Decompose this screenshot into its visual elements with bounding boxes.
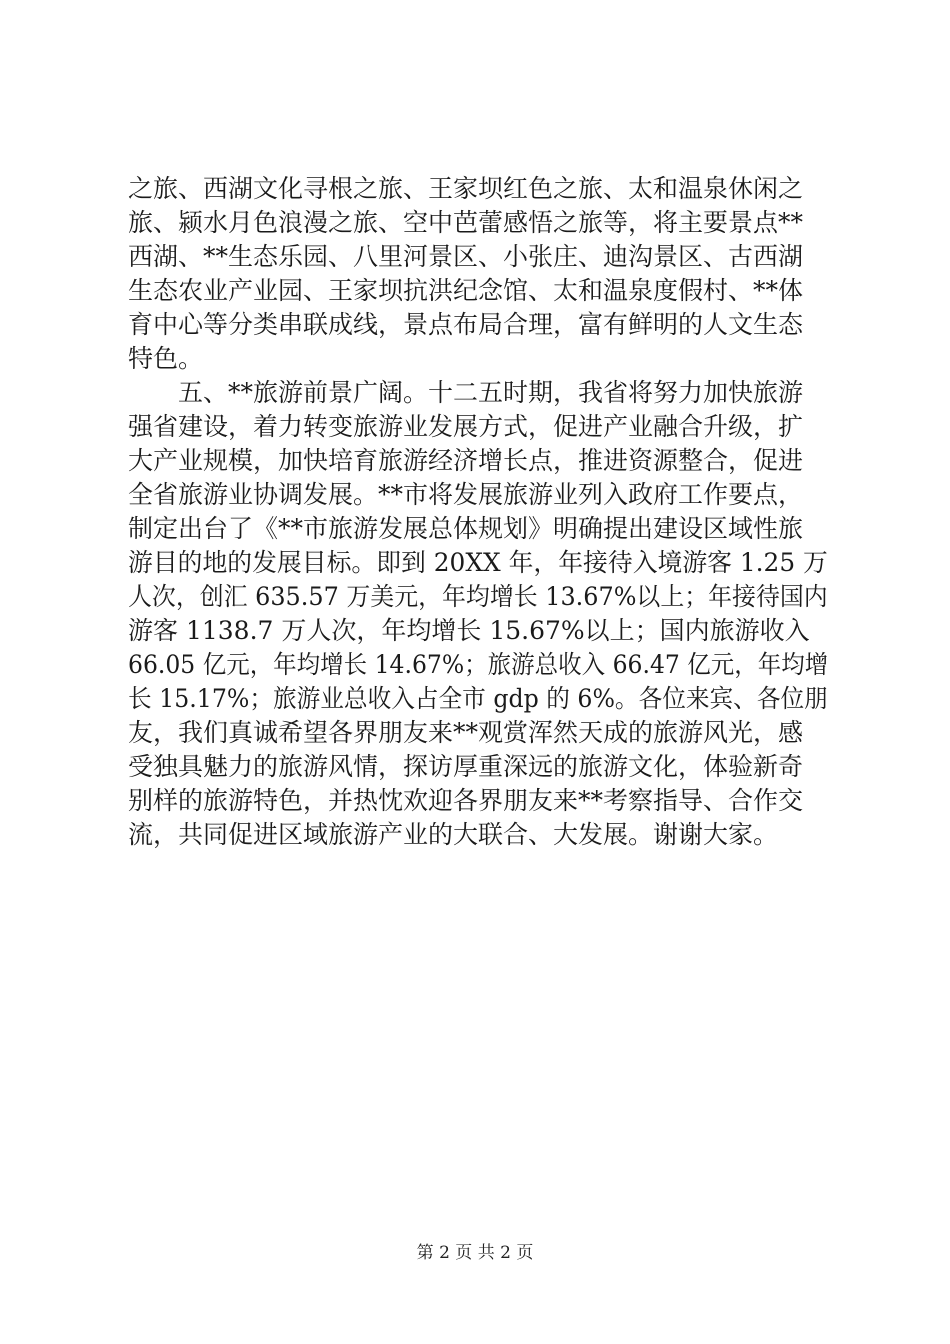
body-text: [128, 172, 828, 852]
text-line: 生态农业产业园、王家坝抗洪纪念馆、太和温泉度假村、**体: [128, 276, 804, 305]
text-line: 西湖、**生态乐园、八里河景区、小张庄、迪沟景区、古西湖: [128, 242, 804, 271]
text-line: 受独具魅力的旅游风情，探访厚重深远的旅游文化，体验新奇: [128, 752, 804, 781]
text-line: 旅、颍水月色浪漫之旅、空中芭蕾感悟之旅等，将主要景点**: [128, 208, 804, 237]
text-line: 游客 1138.7 万人次，年均增长 15.67%以上；国内旅游收入: [128, 616, 810, 645]
text-line: 特色。: [128, 344, 204, 373]
text-line: 游目的地的发展目标。即到 20XX 年，年接待入境游客 1.25 万: [128, 548, 828, 577]
text-line: 全省旅游业协调发展。**市将发展旅游业列入政府工作要点，: [128, 480, 804, 509]
text-line: 育中心等分类串联成线，景点布局合理，富有鲜明的人文生态: [128, 310, 804, 339]
page-number-footer: 第 2 页 共 2 页: [416, 1243, 534, 1263]
text-line: 别样的旅游特色，并热忱欢迎各界朋友来**考察指导、合作交: [128, 786, 804, 815]
text-line: 五、**旅游前景广阔。十二五时期，我省将努力加快旅游: [128, 378, 804, 407]
text-line: 长 15.17%；旅游业总收入占全市 gdp 的 6%。各位来宾、各位朋: [128, 684, 828, 713]
text-line: 之旅、西湖文化寻根之旅、王家坝红色之旅、太和温泉休闲之: [128, 174, 804, 203]
text-line: 流，共同促进区域旅游产业的大联合、大发展。谢谢大家。: [128, 820, 779, 849]
text-line: 制定出台了《**市旅游发展总体规划》明确提出建设区域性旅: [128, 514, 804, 543]
text-line: 66.05 亿元，年均增长 14.67%；旅游总收入 66.47 亿元，年均增: [128, 650, 829, 679]
text-line: 人次，创汇 635.57 万美元，年均增长 13.67%以上；年接待国内: [128, 582, 828, 611]
text-line: 大产业规模，加快培育旅游经济增长点，推进资源整合，促进: [128, 446, 804, 475]
text-line: 友，我们真诚希望各界朋友来**观赏浑然天成的旅游风光，感: [128, 718, 804, 747]
text-line: 强省建设，着力转变旅游业发展方式，促进产业融合升级，扩: [128, 412, 804, 441]
